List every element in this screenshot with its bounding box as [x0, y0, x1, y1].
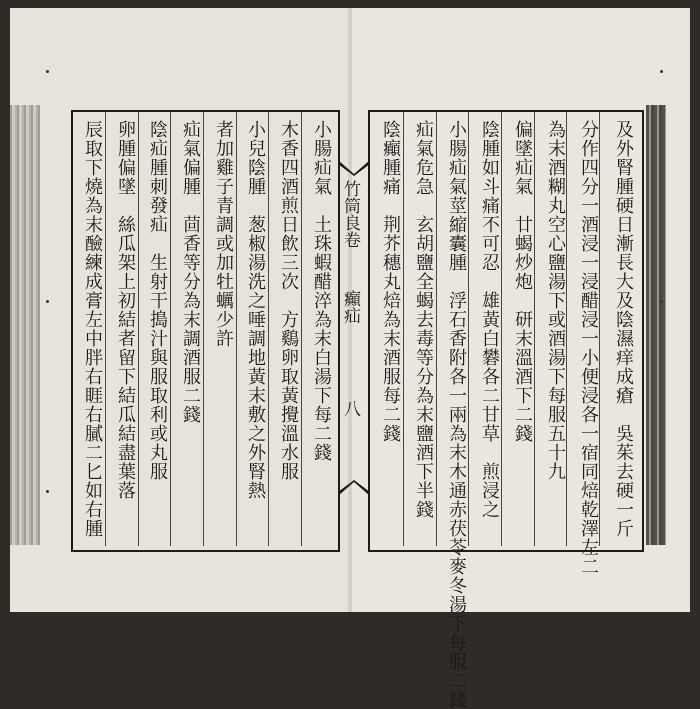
- column-rule: [468, 112, 469, 546]
- left-column-4: 疝氣偏腫 茴香等分為末調酒服二錢: [180, 120, 201, 424]
- right-column-5: 陰腫如斗痛不可忍 雄黃白礬各二甘草 煎浸之: [479, 120, 500, 519]
- binding-hole: [46, 70, 49, 73]
- column-rule: [170, 112, 171, 546]
- right-edge-bleed: [646, 105, 666, 545]
- right-column-2: 分作四分一酒浸一浸醋浸一小便浸各一宿同焙乾澤左二: [578, 120, 599, 576]
- section-title: 癲疝: [340, 290, 360, 324]
- column-rule: [534, 112, 535, 546]
- column-rule: [138, 112, 139, 546]
- column-rule: [436, 112, 437, 546]
- column-rule: [268, 112, 269, 546]
- column-rule: [599, 112, 600, 546]
- page-number: 八: [340, 400, 360, 417]
- binding-hole: [46, 300, 49, 303]
- column-rule: [403, 112, 404, 546]
- right-column-4: 偏墜疝氣 廿蝎炒炮 研末溫酒下二錢: [512, 120, 533, 443]
- binding-hole: [46, 490, 49, 493]
- column-rule: [301, 112, 302, 546]
- fish-tail-mark-icon: [338, 160, 370, 176]
- left-column-7: 木香四酒煎日飲三次 方鷄卵取黃攪溫水服: [278, 120, 299, 481]
- fish-tail-mark-icon: [338, 480, 370, 496]
- left-column-3: 陰疝腫刺發疝 生射干搗汁與服取利或丸服: [147, 120, 168, 481]
- column-rule: [203, 112, 204, 546]
- right-column-6: 小腸疝氣莖縮囊腫 浮石香附各一兩為末木通赤茯苓麥冬湯下每服二錢: [446, 120, 467, 709]
- column-rule: [105, 112, 106, 546]
- right-column-3: 為末酒糊丸空心鹽湯下或酒湯下每服五十九: [545, 120, 566, 481]
- left-edge-bleed: [10, 105, 40, 545]
- book-title: 竹筒良卷: [340, 180, 360, 248]
- column-rule: [236, 112, 237, 546]
- binding-hole: [660, 300, 663, 303]
- left-column-8: 小腸疝氣 土珠蝦醋淬為末白湯下每二錢: [311, 120, 332, 462]
- right-column-8: 陰癲腫痛 荆芥穗丸焙為末酒服每二錢: [380, 120, 401, 443]
- left-column-5: 者加雞子青調或加牡蠣少許: [213, 120, 234, 348]
- column-rule: [501, 112, 502, 546]
- left-column-6: 小兒陰腫 葱椒湯洗之唾調地黃末敷之外腎熱: [245, 120, 266, 500]
- binding-hole: [660, 70, 663, 73]
- right-column-1: 及外腎腫硬日漸長大及陰濕痒成瘡 吳茱去硬一斤: [613, 120, 634, 538]
- column-rule: [566, 112, 567, 546]
- left-column-2: 卵腫偏墜 絲瓜架上初結者留下結瓜結盡葉落: [115, 120, 136, 500]
- right-column-7: 疝氣危急 玄胡鹽全蝎去毒等分為末鹽酒下半錢: [413, 120, 434, 519]
- left-column-1: 辰取下燒為末醶練成膏左中胖右睚右膩二匕如右腫: [82, 120, 103, 538]
